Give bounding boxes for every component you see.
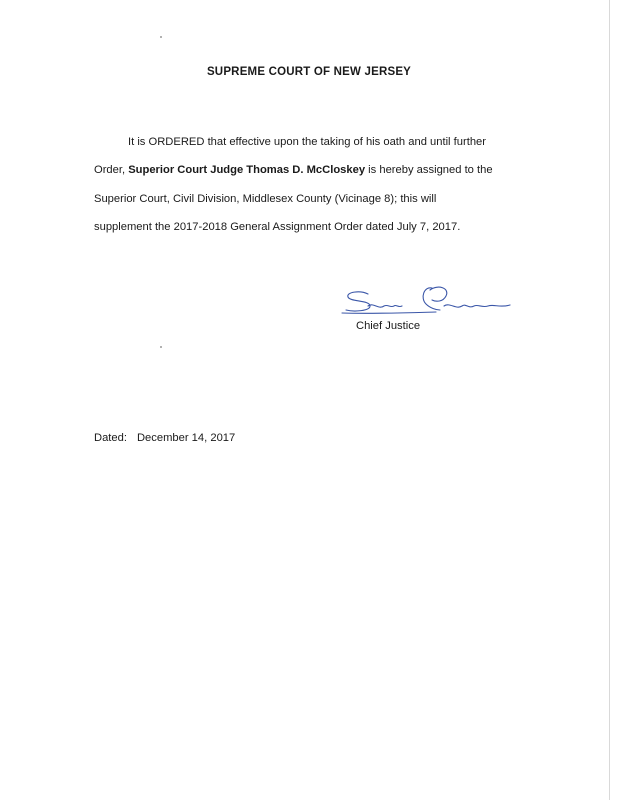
dated-label: Dated: [94, 432, 127, 444]
judge-name: Superior Court Judge Thomas D. McCloskey [128, 164, 366, 176]
order-line-3: Superior Court, Civil Division, Middlesex County (Vicinage 8); this will [94, 193, 437, 205]
scan-speck [160, 36, 162, 38]
order-line-1: It is ORDERED that effective upon the taking of his oath and until further [128, 136, 486, 148]
scan-speck [160, 346, 162, 348]
order-line-4: supplement the 2017-2018 General Assignment Order dated July 7, 2017. [94, 221, 461, 233]
court-heading: SUPREME COURT OF NEW JERSEY [206, 66, 412, 78]
signature-image [340, 282, 520, 322]
order-line-2-post: is hereby assigned to the [365, 164, 493, 176]
signatory-title: Chief Justice [356, 320, 421, 332]
order-line-2-pre: Order, [94, 164, 129, 176]
order-line-2 [94, 164, 534, 177]
page-edge-line [609, 0, 610, 800]
dated-line [94, 432, 235, 444]
dated-value: December 14, 2017 [136, 432, 236, 444]
